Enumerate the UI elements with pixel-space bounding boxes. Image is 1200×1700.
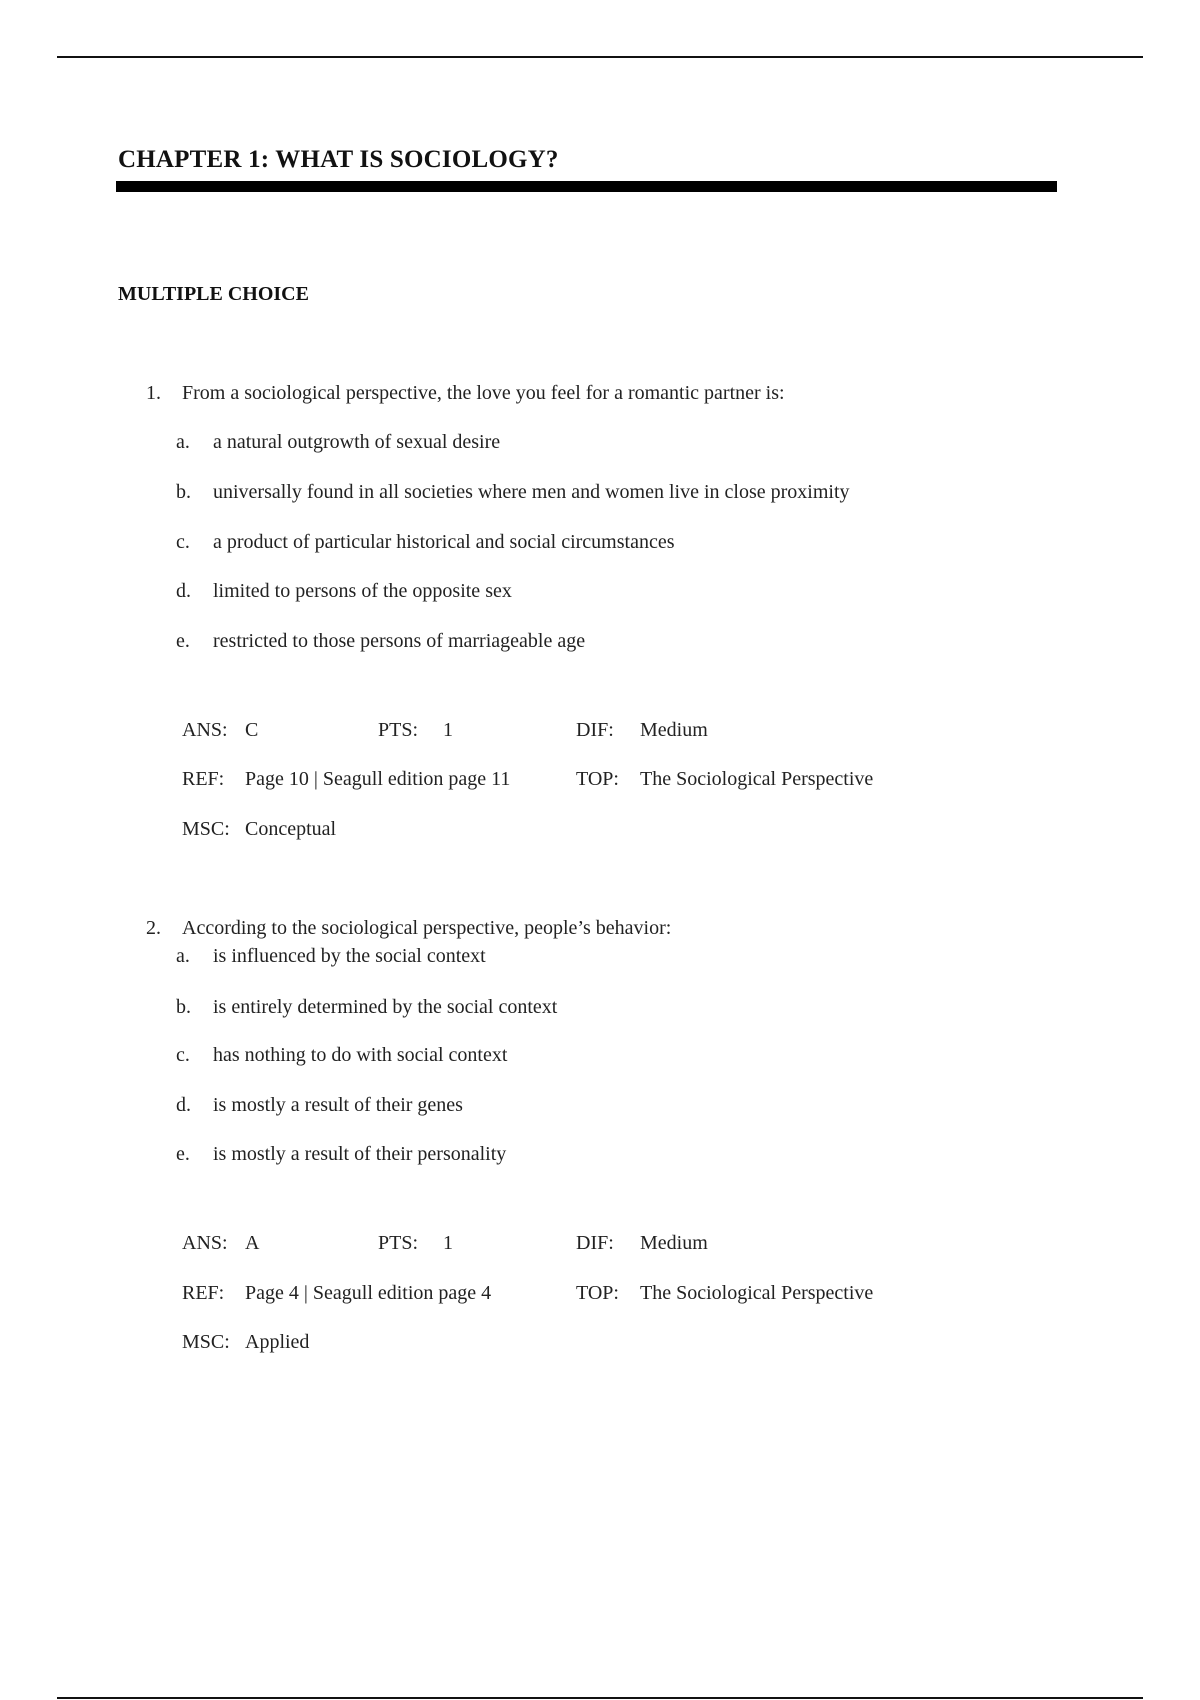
option-letter: e. xyxy=(176,1143,190,1165)
option-text: is influenced by the social context xyxy=(213,945,486,967)
ans-value: C xyxy=(245,719,259,741)
msc-value: Conceptual xyxy=(245,818,337,840)
question-text: From a sociological perspective, the love you feel for a romantic partner is: xyxy=(182,382,785,404)
ref-value: Page 10 | Seagull edition page 11 xyxy=(245,768,511,790)
option-letter: b. xyxy=(176,481,191,503)
pts-value: 1 xyxy=(443,719,453,741)
page-top-rule xyxy=(57,56,1143,58)
chapter-title: CHAPTER 1: WHAT IS SOCIOLOGY? xyxy=(118,146,559,173)
option-letter: a. xyxy=(176,945,190,967)
page-bottom-rule xyxy=(57,1697,1143,1699)
dif-value: Medium xyxy=(640,719,708,741)
msc-value: Applied xyxy=(245,1331,310,1353)
ref-value: Page 4 | Seagull edition page 4 xyxy=(245,1282,492,1304)
option-text: limited to persons of the opposite sex xyxy=(213,580,512,602)
msc-label: MSC: xyxy=(182,1331,230,1353)
option-text: universally found in all societies where men and women live in close proximity xyxy=(213,481,850,503)
question-number: 1. xyxy=(146,382,161,404)
ans-label: ANS: xyxy=(182,1232,228,1254)
dif-label: DIF: xyxy=(576,719,614,741)
pts-value: 1 xyxy=(443,1232,453,1254)
option-letter: c. xyxy=(176,1044,190,1066)
ref-label: REF: xyxy=(182,1282,225,1304)
top-value: The Sociological Perspective xyxy=(640,1282,874,1304)
pts-label: PTS: xyxy=(378,1232,419,1254)
option-text: is mostly a result of their genes xyxy=(213,1094,463,1116)
msc-label: MSC: xyxy=(182,818,230,840)
option-text: a natural outgrowth of sexual desire xyxy=(213,431,501,453)
option-letter: c. xyxy=(176,531,190,553)
question-number: 2. xyxy=(146,917,161,939)
dif-value: Medium xyxy=(640,1232,708,1254)
top-label: TOP: xyxy=(576,1282,619,1304)
option-text: has nothing to do with social context xyxy=(213,1044,508,1066)
top-label: TOP: xyxy=(576,768,619,790)
option-letter: d. xyxy=(176,1094,191,1116)
top-value: The Sociological Perspective xyxy=(640,768,874,790)
ans-value: A xyxy=(245,1232,260,1254)
ref-label: REF: xyxy=(182,768,225,790)
option-letter: d. xyxy=(176,580,191,602)
ans-label: ANS: xyxy=(182,719,228,741)
option-letter: e. xyxy=(176,630,190,652)
option-text: is mostly a result of their personality xyxy=(213,1143,507,1165)
option-text: restricted to those persons of marriageable age xyxy=(213,630,586,652)
section-title: MULTIPLE CHOICE xyxy=(118,283,309,305)
question-text: According to the sociological perspective, people’s behavior: xyxy=(182,917,672,939)
dif-label: DIF: xyxy=(576,1232,614,1254)
option-letter: a. xyxy=(176,431,190,453)
option-text: a product of particular historical and social circumstances xyxy=(213,531,675,553)
option-text: is entirely determined by the social context xyxy=(213,996,558,1018)
chapter-title-underline xyxy=(116,181,1057,192)
pts-label: PTS: xyxy=(378,719,419,741)
option-letter: b. xyxy=(176,996,191,1018)
